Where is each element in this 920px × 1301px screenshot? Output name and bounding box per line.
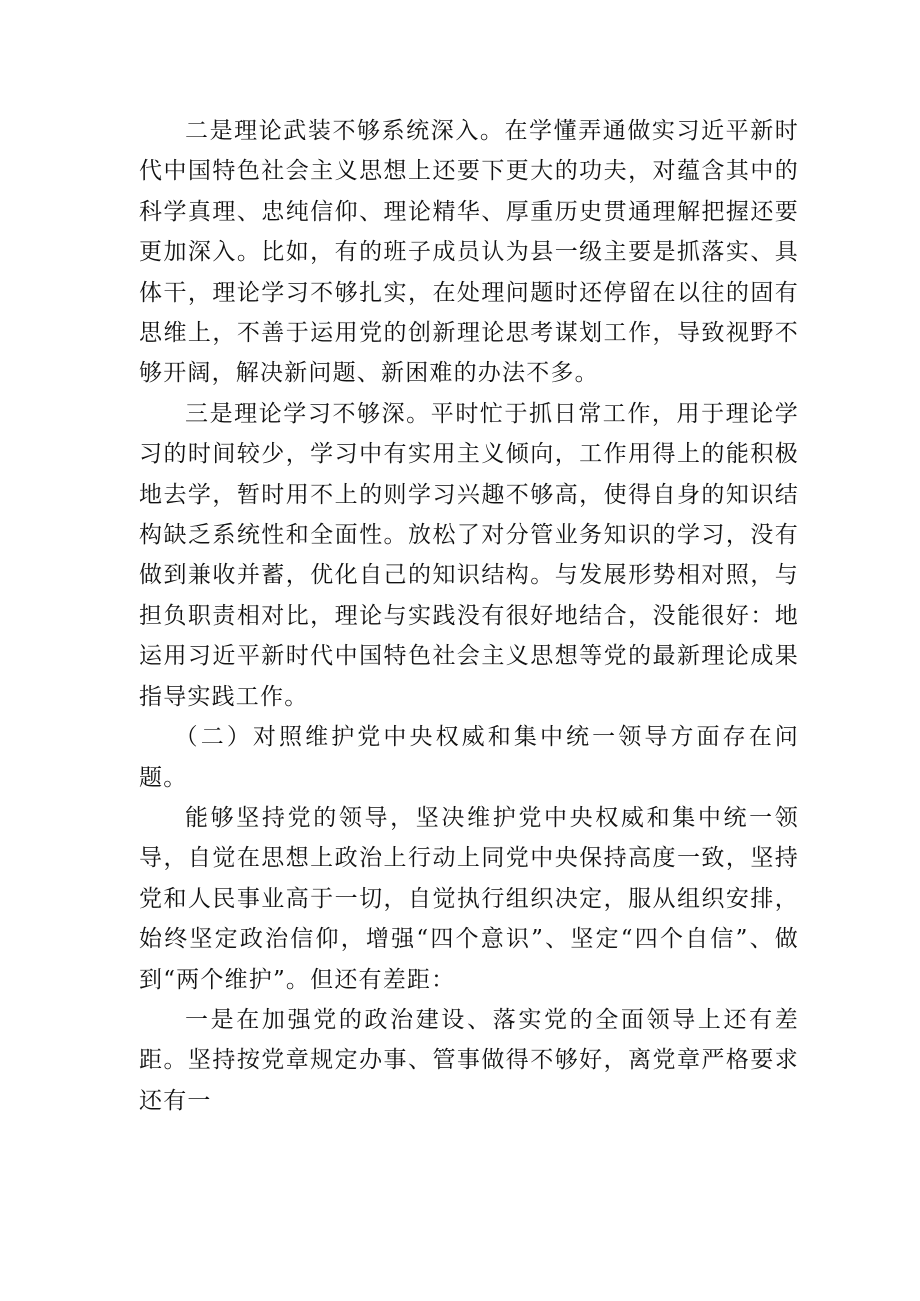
paragraph-party-leadership: 能够坚持党的领导，坚决维护党中央权威和集中统一领导，自觉在思想上政治上行动上同党中央保持高度一致，坚持党和人民事业高于一切，自觉执行组织决定，服从组织安排，始终坚定政治信仰，增强“四个意识”、坚定“四个自信”、做到“两个维护”。但还有差距：: [139, 804, 799, 993]
section-heading-two: （二）对照维护党中央权威和集中统一领导方面存在问题。: [139, 724, 799, 791]
paragraph-theory-study: 三是理论学习不够深。平时忙于抓日常工作，用于理论学习的时间较少，学习中有实用主义倾向，工作用得上的能积极地去学，暂时用不上的则学习兴趣不够高，使得自身的知识结构缺乏系统性和全面性。放松了对分管业务知识的学习，没有做到兼收并蓄，优化自己的知识结构。与发展形势相对照，与担负职责相对比，理论与实践没有很好地结合，没能很好：地运用习近平新时代中国特色社会主义思想等党的最新理论成果指导实践工作。: [139, 400, 799, 710]
document-body: [139, 111, 799, 1121]
paragraph-political-construction: 一是在加强党的政治建设、落实党的全面领导上还有差距。坚持按党章规定办事、管事做得不够好，离党章严格要求还有一: [139, 1006, 799, 1114]
paragraph-theory-armament: 二是理论武装不够系统深入。在学懂弄通做实习近平新时代中国特色社会主义思想上还要下更大的功夫，对蕴含其中的科学真理、忠纯信仰、理论精华、厚重历史贯通理解把握还要更加深入。比如，有的班子成员认为县一级主要是抓落实、具体干，理论学习不够扎实，在处理问题时还停留在以往的固有思维上，不善于运用党的创新理论思考谋划工作，导致视野不够开阔，解决新问题、新困难的办法不多。: [139, 118, 799, 387]
